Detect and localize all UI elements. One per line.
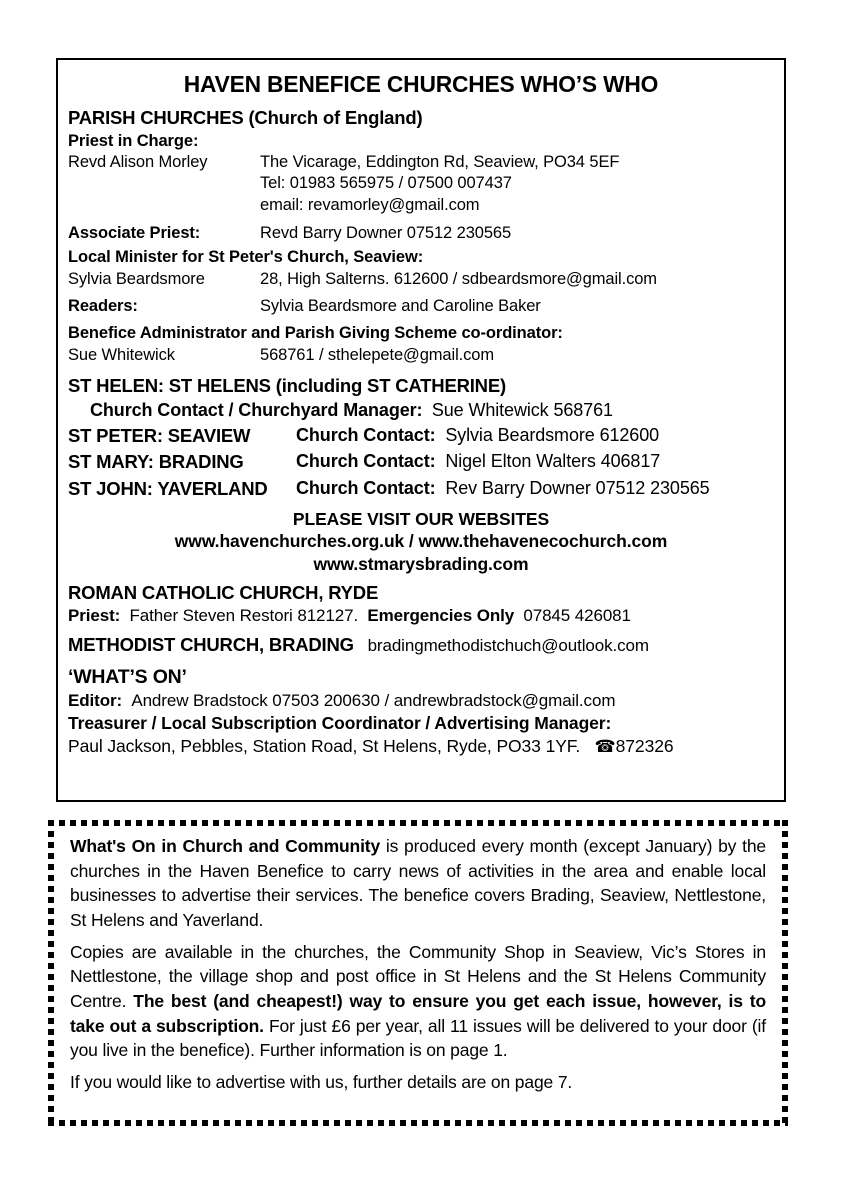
st-helen-contact-value: Sue Whitewick 568761	[431, 399, 613, 420]
roman-catholic-heading: ROMAN CATHOLIC CHURCH, RYDE	[68, 581, 379, 603]
roman-catholic-priest-row	[68, 605, 774, 627]
editor-value: Andrew Bradstock 07503 200630 / andrewbradstock@gmail.com	[131, 691, 616, 711]
readers-value: Sylvia Beardsmore and Caroline Baker	[260, 296, 541, 315]
treasurer-row	[68, 735, 774, 758]
st-peter-contact-value: Sylvia Beardsmore 612600	[445, 424, 660, 445]
benefice-admin-name: Sue Whitewick	[68, 345, 175, 364]
st-peter-contact	[296, 425, 774, 447]
whats-on-heading: ‘WHAT’S ON’	[68, 665, 187, 688]
priest-in-charge-row	[68, 152, 774, 217]
st-peter-row	[68, 425, 774, 449]
st-peter-contact-label: Church Contact:	[296, 424, 436, 445]
roman-catholic-priest-label: Priest:	[68, 606, 121, 626]
about-paragraph-2	[70, 940, 766, 1063]
local-minister-row	[68, 269, 774, 290]
benefice-admin-heading: Benefice Administrator and Parish Giving Scheme co-ordinator:	[68, 324, 563, 343]
about-publication-box	[48, 820, 788, 1126]
treasurer-phone: 872326	[615, 735, 674, 756]
st-peter-name: ST PETER: SEAVIEW	[68, 424, 251, 446]
readers-row	[68, 296, 774, 317]
methodist-row	[68, 634, 774, 657]
st-mary-row	[68, 451, 774, 475]
publication-name: What's On in Church and Community	[70, 836, 381, 856]
associate-priest-value: Revd Barry Downer 07512 230565	[260, 223, 512, 242]
page-title: HAVEN BENEFICE CHURCHES WHO’S WHO	[183, 71, 659, 97]
st-mary-contact	[296, 451, 774, 473]
st-mary-contact-label: Church Contact:	[296, 451, 436, 472]
local-minister-heading: Local Minister for St Peter's Church, Seaview:	[68, 248, 424, 267]
subscription-callout: The best (and cheapest!) way to ensure you get each issue, however, is to take out a subscription.	[70, 991, 766, 1036]
about-paragraph-2-part-a: Copies are available in the churches, the Community Shop in Seaview, Vic’s Stores in Nettlestone, the village shop and post office in St Helens and the St Helens Community Centre.	[70, 941, 766, 1012]
st-mary-name: ST MARY: BRADING	[68, 451, 244, 473]
st-john-contact-label: Church Contact:	[296, 478, 436, 499]
priest-address: The Vicarage, Eddington Rd, Seaview, PO34 5EF	[260, 152, 620, 171]
associate-priest-row	[68, 223, 774, 244]
treasurer-value: Paul Jackson, Pebbles, Station Road, St Helens, Ryde, PO33 1YF.	[68, 735, 581, 756]
st-john-contact	[296, 478, 774, 500]
st-helen-contact-label: Church Contact / Churchyard Manager:	[90, 399, 423, 420]
about-paragraph-3: If you would like to advertise with us, further details are on page 7.	[70, 1072, 573, 1093]
roman-catholic-priest-value: Father Steven Restori 812127.	[129, 606, 359, 626]
about-paragraph-1-rest: is produced every month (except January) by the churches in the Haven Benefice to carry news of activities in the area and enable local businesses to advertise their services. The benefice covers Brading, Seaview, Nettlestone, St Helens and Yaverland.	[70, 836, 766, 931]
methodist-heading: METHODIST CHURCH, BRADING	[68, 633, 354, 655]
editor-label: Editor:	[68, 691, 123, 711]
benefice-admin-value: 568761 / sthelepete@gmail.com	[260, 345, 494, 364]
priest-name: Revd Alison Morley	[68, 152, 208, 171]
website-link-line-2[interactable]: www.stmarysbrading.com	[313, 554, 529, 575]
roman-catholic-emergencies-label: Emergencies Only	[367, 606, 515, 626]
roman-catholic-emergencies-value: 07845 426081	[523, 606, 631, 626]
parish-churches-heading: PARISH CHURCHES (Church of England)	[68, 107, 423, 129]
whos-who-box	[56, 58, 786, 802]
editor-row	[68, 690, 774, 712]
websites-heading: PLEASE VISIT OUR WEBSITES	[292, 508, 550, 529]
treasurer-heading: Treasurer / Local Subscription Coordinator / Advertising Manager:	[68, 713, 612, 734]
st-john-name: ST JOHN: YAVERLAND	[68, 478, 268, 500]
telephone-icon: ☎	[594, 736, 616, 756]
local-minister-value: 28, High Salterns. 612600 / sdbeardsmore@gmail.com	[260, 269, 657, 288]
st-helen-heading: ST HELEN: ST HELENS (including ST CATHERINE)	[68, 374, 506, 396]
priest-details	[260, 152, 774, 217]
website-link-line-1[interactable]: www.havenchurches.org.uk / www.thehavenecochurch.com	[174, 531, 668, 552]
local-minister-name: Sylvia Beardsmore	[68, 269, 205, 288]
st-john-contact-value: Rev Barry Downer 07512 230565	[445, 478, 710, 499]
priest-in-charge-label: Priest in Charge:	[68, 131, 199, 150]
st-helen-contact-row	[68, 399, 774, 422]
st-john-row	[68, 478, 774, 502]
priest-telephone: Tel: 01983 565975 / 07500 007437	[260, 174, 512, 193]
methodist-email[interactable]: bradingmethodistchuch@outlook.com	[367, 635, 649, 655]
benefice-admin-row	[68, 345, 774, 366]
about-paragraph-1	[70, 834, 766, 933]
priest-email: email: revamorley@gmail.com	[260, 196, 480, 215]
readers-label: Readers:	[68, 296, 138, 315]
st-mary-contact-value: Nigel Elton Walters 406817	[445, 451, 661, 472]
associate-priest-label: Associate Priest:	[68, 223, 201, 242]
about-paragraph-2-part-b: For just £6 per year, all 11 issues will be delivered to your door (if you live in the benefice). Further information is on page 1.	[70, 1015, 766, 1061]
